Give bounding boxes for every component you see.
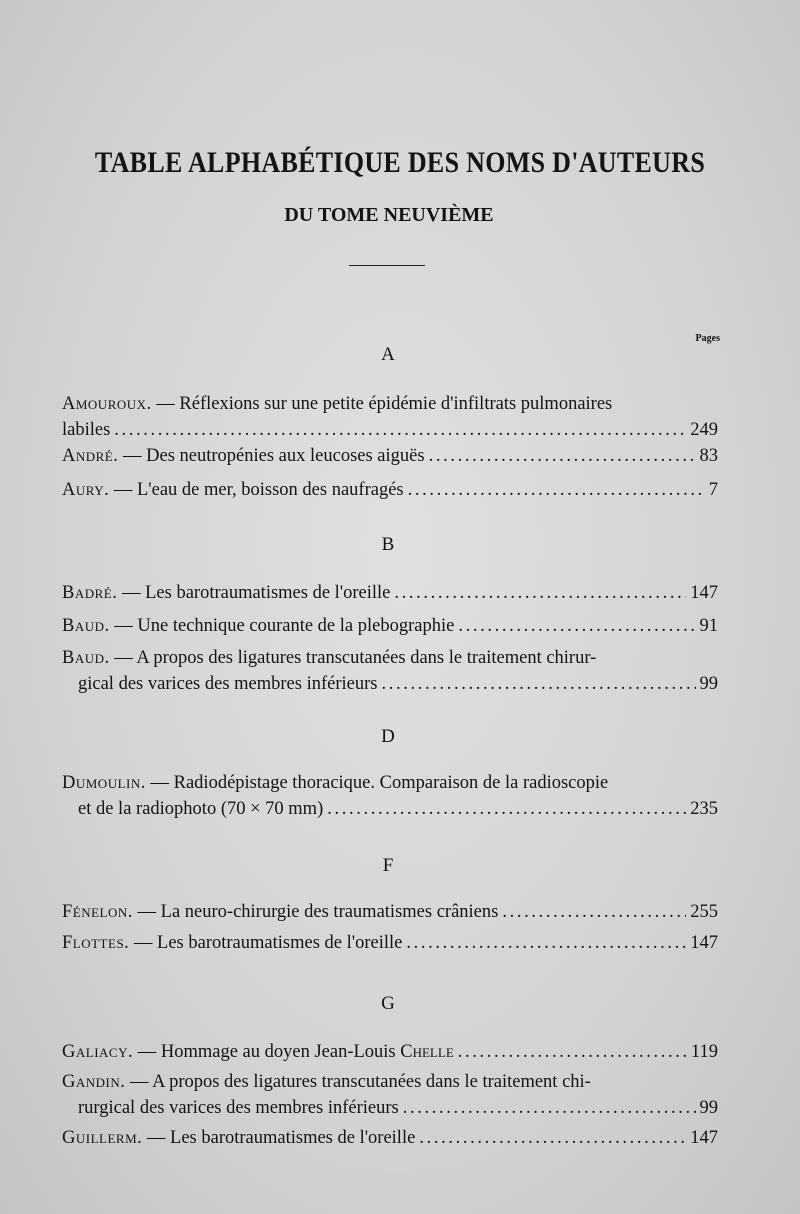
dot-leader — [327, 796, 686, 822]
page-number: 147 — [690, 583, 718, 603]
entry-andre — [62, 443, 718, 469]
pages-column-label: Pages — [695, 333, 720, 344]
entry-title: — Hommage au doyen Jean-Louis — [137, 1042, 396, 1062]
entry-dumoulin — [62, 770, 718, 822]
entry-title: — A propos des ligatures transcutanées dans le traitement chirur- — [114, 648, 597, 668]
dot-leader — [406, 930, 686, 956]
entry-title-cont: et de la radiophoto (70 × 70 mm) — [78, 799, 324, 819]
page-number: 7 — [708, 480, 718, 500]
page-number: 147 — [690, 933, 718, 953]
entry-amouroux — [62, 391, 718, 443]
entry-badre — [62, 580, 718, 606]
entry-baud-1 — [62, 613, 718, 639]
dot-leader — [381, 671, 695, 697]
author-name: Aury. — [62, 480, 110, 500]
dot-leader — [114, 417, 686, 443]
author-name: Badré. — [62, 583, 118, 603]
author-name: Fénelon. — [62, 902, 133, 922]
entry-title-name: Chelle — [400, 1042, 454, 1062]
dot-leader — [419, 1125, 686, 1151]
section-letter-a: A — [381, 344, 395, 365]
dot-leader — [458, 1039, 687, 1065]
dot-leader — [429, 443, 696, 469]
entry-aury — [62, 477, 718, 503]
author-name: Baud. — [62, 648, 110, 668]
page-number: 83 — [699, 446, 718, 466]
entry-guillerm — [62, 1125, 718, 1151]
dot-leader — [394, 580, 686, 606]
page-number: 147 — [690, 1128, 718, 1148]
dot-leader — [502, 899, 686, 925]
page-number: 99 — [699, 674, 718, 694]
title-divider — [349, 265, 425, 266]
page-number: 235 — [690, 799, 718, 819]
page-number: 91 — [699, 616, 718, 636]
entry-title-cont: labiles — [62, 420, 111, 440]
page-number: 99 — [699, 1098, 718, 1118]
entry-title: — A propos des ligatures transcutanées dans le traitement chi- — [130, 1072, 591, 1092]
section-letter-f: F — [382, 855, 394, 876]
entry-gandin — [62, 1069, 718, 1121]
entry-title: — Radiodépistage thoracique. Comparaison de la radioscopie — [150, 773, 609, 793]
author-name: Guillerm. — [62, 1128, 143, 1148]
author-name: Galiacy. — [62, 1042, 134, 1062]
entry-title: — Réflexions sur une petite épidémie d'infiltrats pulmonaires — [156, 394, 613, 414]
page-number: 255 — [690, 902, 718, 922]
author-name: Baud. — [62, 616, 110, 636]
entry-title: — Les barotraumatismes de l'oreille — [121, 583, 391, 603]
entry-title-cont: gical des varices des membres inférieurs — [78, 674, 378, 694]
page-number: 249 — [690, 420, 718, 440]
section-letter-d: D — [381, 726, 395, 747]
dot-leader — [403, 1095, 696, 1121]
author-name: Gandin. — [62, 1072, 126, 1092]
entry-title: — Une technique courante de la plebographie — [114, 616, 455, 636]
entry-title: — Des neutropénies aux leucoses aiguës — [123, 446, 425, 466]
page-number: 119 — [690, 1042, 718, 1062]
entry-galiacy — [62, 1039, 718, 1065]
entry-flottes — [62, 930, 718, 956]
author-name: André. — [62, 446, 119, 466]
page-subtitle: DU TOME NEUVIÈME — [284, 204, 494, 226]
entry-baud-2 — [62, 645, 718, 697]
page-title: TABLE ALPHABÉTIQUE DES NOMS D'AUTEURS — [94, 146, 706, 179]
section-letter-b: B — [381, 534, 395, 555]
author-name: Amouroux. — [62, 394, 152, 414]
entry-title: — L'eau de mer, boisson des naufragés — [113, 480, 404, 500]
entry-title: — Les barotraumatismes de l'oreille — [133, 933, 403, 953]
dot-leader — [408, 477, 705, 503]
author-name: Dumoulin. — [62, 773, 146, 793]
entry-title: — Les barotraumatismes de l'oreille — [146, 1128, 416, 1148]
dot-leader — [458, 613, 695, 639]
entry-fenelon — [62, 899, 718, 925]
section-letter-g: G — [381, 993, 395, 1014]
author-name: Flottes. — [62, 933, 130, 953]
entry-title: — La neuro-chirurgie des traumatismes crâniens — [137, 902, 499, 922]
entry-title-cont: rurgical des varices des membres inférieurs — [78, 1098, 399, 1118]
